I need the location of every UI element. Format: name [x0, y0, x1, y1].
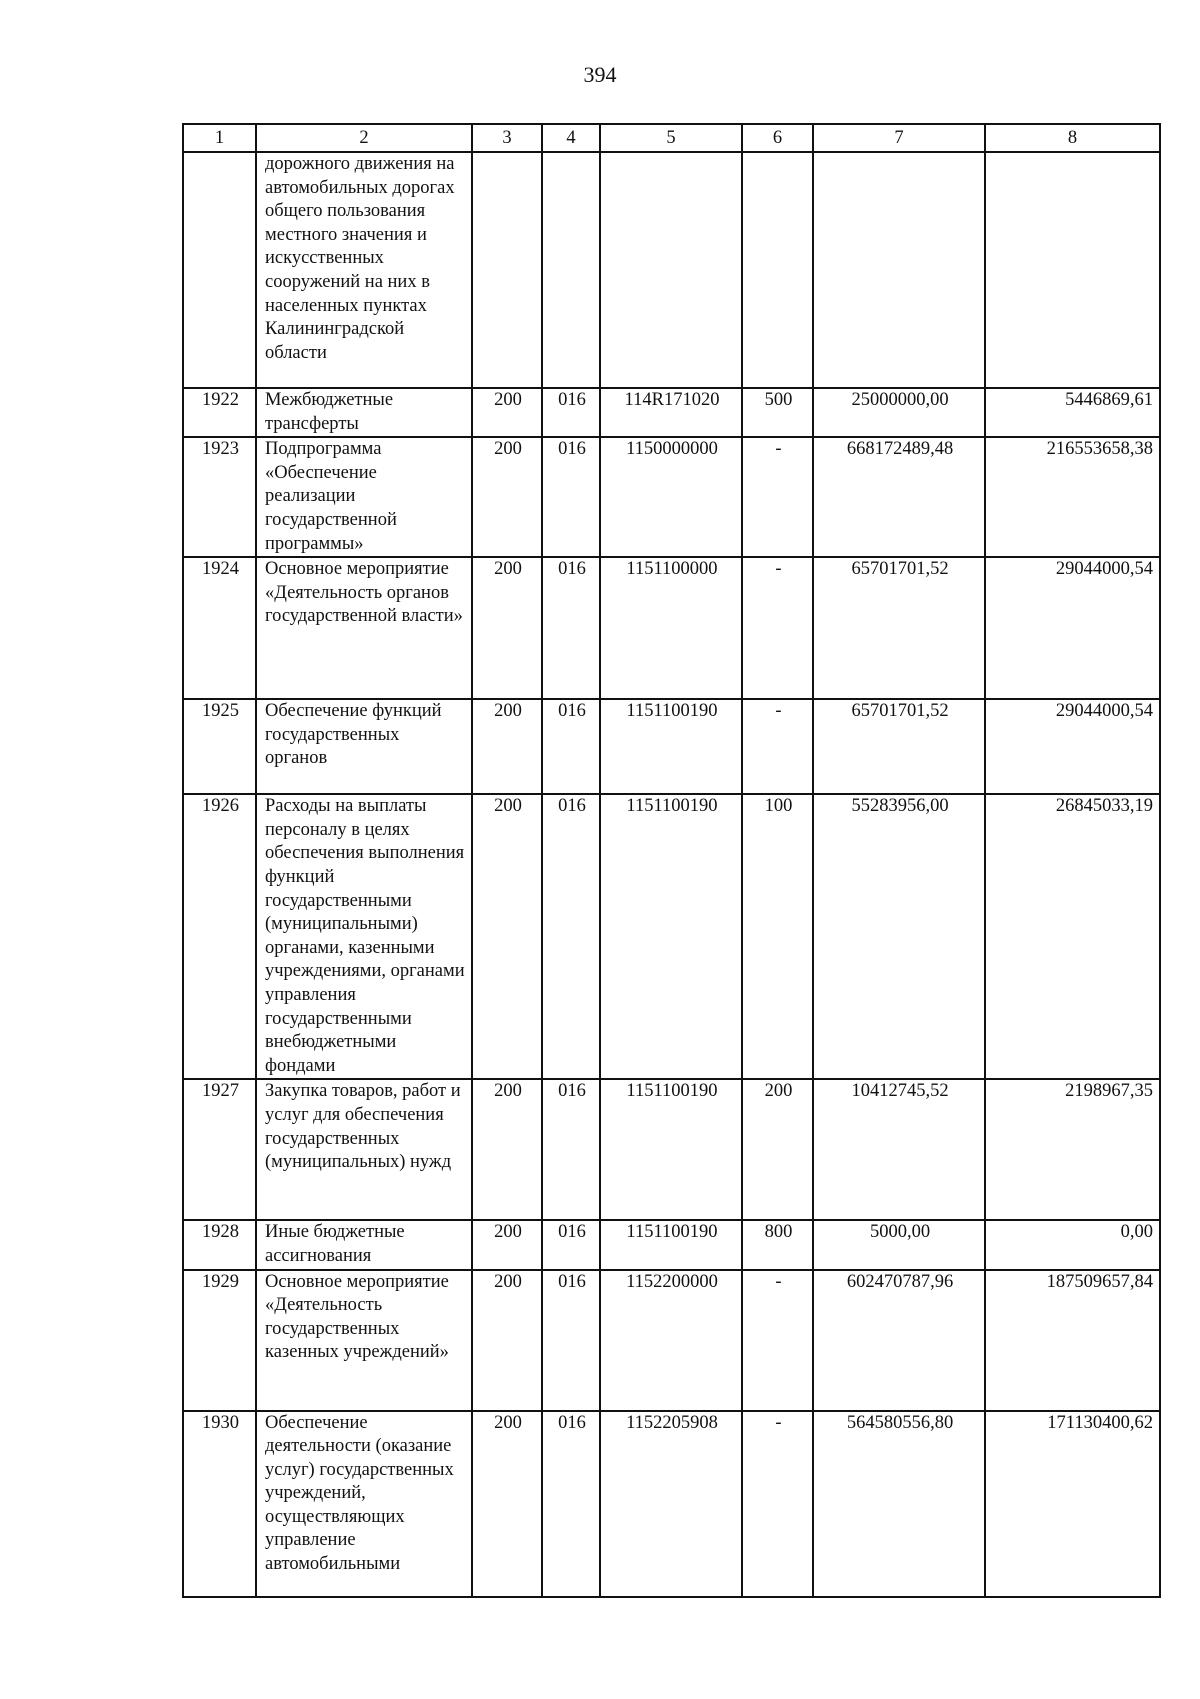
row-amount — [813, 152, 985, 388]
row-name: Основное мероприятие «Деятельность государственных казенных учреждений» — [256, 1270, 472, 1411]
row-gr: 200 — [472, 1079, 542, 1220]
row-amount: 25000000,00 — [813, 388, 985, 437]
table-row — [183, 557, 1160, 699]
row-vr: - — [742, 1411, 813, 1597]
row-vr: - — [742, 699, 813, 794]
row-name: Межбюджетные трансферты — [256, 388, 472, 437]
table-row — [183, 152, 1160, 388]
row-amount-2 — [985, 152, 1160, 388]
row-rz: 016 — [542, 1411, 600, 1597]
row-number: 1926 — [183, 794, 256, 1079]
row-vr: 100 — [742, 794, 813, 1079]
row-csr: 1151100190 — [600, 1220, 742, 1269]
row-amount-2: 26845033,19 — [985, 794, 1160, 1079]
table-row — [183, 1079, 1160, 1220]
row-amount: 5000,00 — [813, 1220, 985, 1269]
row-vr: 800 — [742, 1220, 813, 1269]
row-name: Основное мероприятие «Деятельность органов государственной власти» — [256, 557, 472, 699]
row-amount: 65701701,52 — [813, 557, 985, 699]
table-row — [183, 699, 1160, 794]
row-vr: 200 — [742, 1079, 813, 1220]
row-rz: 016 — [542, 557, 600, 699]
row-gr: 200 — [472, 388, 542, 437]
row-rz — [542, 152, 600, 388]
row-name: Расходы на выплаты персоналу в целях обеспечения выполнения функций государственными (муниципальными) органами, казенными учреждениями, органами управления государственными внебюджетными фондами — [256, 794, 472, 1079]
row-number: 1928 — [183, 1220, 256, 1269]
row-amount-2: 29044000,54 — [985, 557, 1160, 699]
row-csr: 1152200000 — [600, 1270, 742, 1411]
column-header: 5 — [600, 124, 742, 152]
row-csr: 1151100000 — [600, 557, 742, 699]
column-header: 2 — [256, 124, 472, 152]
column-header: 4 — [542, 124, 600, 152]
row-name: Обеспечение функций государственных органов — [256, 699, 472, 794]
row-name: дорожного движения на автомобильных дорогах общего пользования местного значения и искусственных сооружений на них в населенных пунктах Калининградской области — [256, 152, 472, 388]
row-csr: 1152205908 — [600, 1411, 742, 1597]
row-vr — [742, 152, 813, 388]
table-row — [183, 1411, 1160, 1597]
row-gr: 200 — [472, 557, 542, 699]
row-amount-2: 5446869,61 — [985, 388, 1160, 437]
page-number: 394 — [583, 62, 617, 87]
row-gr — [472, 152, 542, 388]
row-rz: 016 — [542, 794, 600, 1079]
row-gr: 200 — [472, 794, 542, 1079]
row-number: 1927 — [183, 1079, 256, 1220]
row-csr: 114R171020 — [600, 388, 742, 437]
row-number — [183, 152, 256, 388]
column-header: 3 — [472, 124, 542, 152]
row-csr — [600, 152, 742, 388]
row-amount: 564580556,80 — [813, 1411, 985, 1597]
row-vr: 500 — [742, 388, 813, 437]
row-number: 1925 — [183, 699, 256, 794]
row-gr: 200 — [472, 1220, 542, 1269]
row-amount-2: 216553658,38 — [985, 437, 1160, 557]
table-row — [183, 388, 1160, 437]
row-amount-2: 0,00 — [985, 1220, 1160, 1269]
row-number: 1922 — [183, 388, 256, 437]
row-rz: 016 — [542, 437, 600, 557]
table-row — [183, 794, 1160, 1079]
row-number: 1924 — [183, 557, 256, 699]
row-name: Обеспечение деятельности (оказание услуг) государственных учреждений, осуществляющих управление автомобильными — [256, 1411, 472, 1597]
row-rz: 016 — [542, 699, 600, 794]
row-amount-2: 171130400,62 — [985, 1411, 1160, 1597]
row-amount: 10412745,52 — [813, 1079, 985, 1220]
row-csr: 1151100190 — [600, 794, 742, 1079]
row-gr: 200 — [472, 699, 542, 794]
row-gr: 200 — [472, 1411, 542, 1597]
row-amount-2: 187509657,84 — [985, 1270, 1160, 1411]
row-name: Закупка товаров, работ и услуг для обеспечения государственных (муниципальных) нужд — [256, 1079, 472, 1220]
row-csr: 1151100190 — [600, 699, 742, 794]
row-amount: 602470787,96 — [813, 1270, 985, 1411]
column-header: 7 — [813, 124, 985, 152]
row-csr: 1150000000 — [600, 437, 742, 557]
column-header: 1 — [183, 124, 256, 152]
row-rz: 016 — [542, 1220, 600, 1269]
row-number: 1923 — [183, 437, 256, 557]
table-row — [183, 1220, 1160, 1269]
table-row — [183, 1270, 1160, 1411]
row-rz: 016 — [542, 1270, 600, 1411]
row-amount-2: 2198967,35 — [985, 1079, 1160, 1220]
row-amount-2: 29044000,54 — [985, 699, 1160, 794]
column-header: 6 — [742, 124, 813, 152]
row-name: Иные бюджетные ассигнования — [256, 1220, 472, 1269]
row-amount: 668172489,48 — [813, 437, 985, 557]
row-amount: 65701701,52 — [813, 699, 985, 794]
row-vr: - — [742, 437, 813, 557]
row-gr: 200 — [472, 437, 542, 557]
row-vr: - — [742, 1270, 813, 1411]
row-vr: - — [742, 557, 813, 699]
row-amount: 55283956,00 — [813, 794, 985, 1079]
budget-table — [182, 123, 1161, 1598]
row-csr: 1151100190 — [600, 1079, 742, 1220]
row-number: 1929 — [183, 1270, 256, 1411]
row-gr: 200 — [472, 1270, 542, 1411]
row-number: 1930 — [183, 1411, 256, 1597]
table-header-row — [183, 124, 1160, 152]
row-name: Подпрограмма «Обеспечение реализации государственной программы» — [256, 437, 472, 557]
column-header: 8 — [985, 124, 1160, 152]
table-row — [183, 437, 1160, 557]
row-rz: 016 — [542, 1079, 600, 1220]
row-rz: 016 — [542, 388, 600, 437]
